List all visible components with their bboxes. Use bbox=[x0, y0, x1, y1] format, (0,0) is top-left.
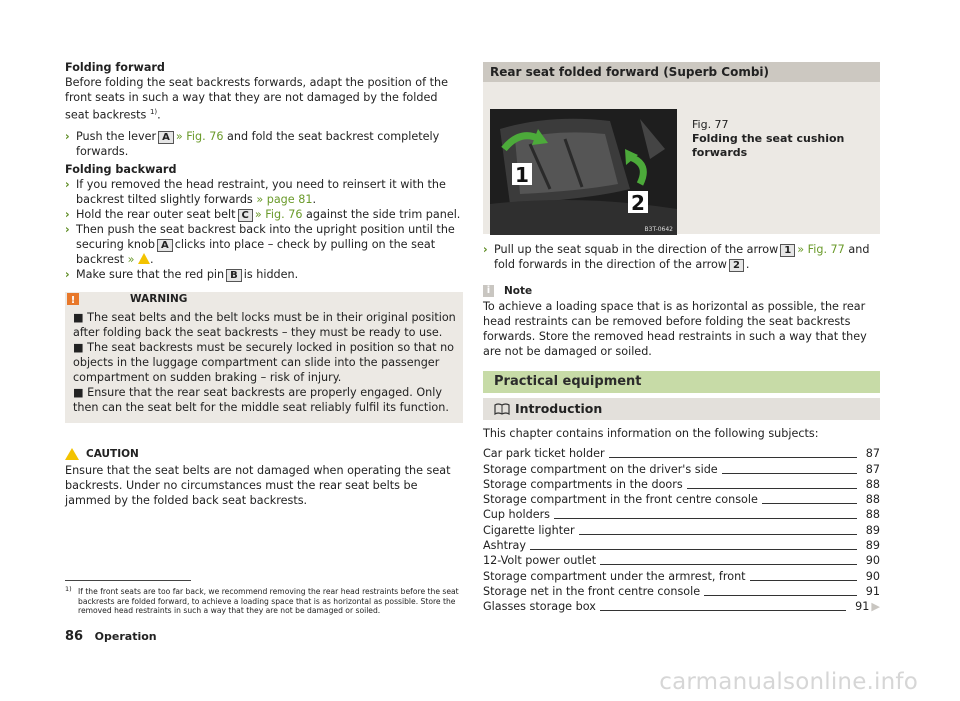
caution-icon bbox=[65, 448, 79, 460]
step-push-back: › Then push the seat backrest back into the upright position until the securing knob A clicks into place – check by pulling on the seat backrest » . bbox=[65, 222, 455, 266]
step-push-lever: › Push the lever A » Fig. 76 and fold the seat backrest completely forwards. bbox=[65, 129, 440, 158]
warning-item: ■ Ensure that the rear seat backrests are properly engaged. Only then can the seat belt for the middle seat reliably fulfil its function. bbox=[73, 385, 449, 414]
figure-label-2: 2 bbox=[631, 191, 645, 215]
key-a: A bbox=[157, 239, 173, 252]
page-81-link[interactable]: » page 81 bbox=[256, 192, 313, 206]
note-text: To achieve a loading space that is as horizontal as possible, the rear head restraints can be removed before folding the seat backrests forwards. Store the removed head restraints in such a way that they are not be damaged or soiled. bbox=[483, 300, 867, 358]
continue-arrow-icon: ▶ bbox=[871, 600, 880, 614]
step-arrow-icon: › bbox=[65, 177, 70, 191]
step-head-restraint: › If you removed the head restraint, you need to reinsert it with the backrest tilted slightly forwards » page 81. bbox=[65, 177, 446, 206]
toc-entry[interactable]: 12-Volt power outlet 90 bbox=[483, 554, 880, 568]
step-arrow-icon: › bbox=[65, 267, 70, 281]
key-c: C bbox=[238, 209, 253, 222]
folding-forward-title: Folding forward bbox=[65, 61, 165, 74]
toc-list bbox=[483, 446, 880, 614]
warning-body bbox=[70, 292, 463, 415]
key-a: A bbox=[158, 131, 174, 144]
caution-label: CAUTION bbox=[86, 447, 139, 460]
step-arrow-icon: › bbox=[65, 207, 70, 221]
page-number: 86 bbox=[65, 629, 84, 644]
warning-label: WARNING bbox=[130, 292, 188, 305]
info-icon: i bbox=[483, 285, 494, 297]
caution-text: Ensure that the seat belts are not damaged when operating the seat backrests. Under no circumstances must the rear seat belts be jammed by the folded back seat backrests. bbox=[65, 463, 451, 507]
note-label: Note bbox=[504, 285, 533, 297]
footer-section: Operation bbox=[94, 630, 157, 643]
caution-icon bbox=[138, 253, 150, 264]
toc-entry[interactable]: Storage compartment on the driver's side 87 bbox=[483, 462, 880, 476]
toc-entry[interactable]: Ashtray 89 bbox=[483, 539, 880, 553]
fig-77-link[interactable]: » Fig. 77 bbox=[797, 243, 845, 256]
book-icon bbox=[494, 403, 510, 415]
step-arrow-icon: › bbox=[65, 129, 70, 143]
page-footer bbox=[65, 629, 157, 644]
note-header bbox=[483, 284, 880, 299]
caution-header bbox=[65, 447, 463, 463]
footnote-text: 1) If the front seats are too far back, we recommend removing the rear head restraints before the seat backrests are folded forward, to achieve a loading space that is as horizontal as possible. Store the removed head restraints in such a way that they are not be damaged or soiled. bbox=[65, 585, 459, 615]
toc-entry[interactable]: Storage compartment under the armrest, front 90 bbox=[483, 569, 880, 583]
figure-code: B3T-0642 bbox=[644, 226, 673, 233]
section-title: Practical equipment bbox=[483, 371, 880, 393]
seat-illustration bbox=[490, 109, 677, 235]
intro-text: This chapter contains information on the following subjects: bbox=[483, 427, 819, 440]
figure-label-1: 1 bbox=[515, 163, 529, 187]
warning-item: ■ The seat backrests must be securely locked in position so that no objects in the luggage compartment can slide into the passenger compartment on sudden braking – risk of injury. bbox=[73, 340, 455, 384]
folding-backward-title: Folding backward bbox=[65, 162, 177, 176]
svg-text:!: ! bbox=[70, 294, 76, 305]
warning-item: ■ The seat belts and the belt locks must be in their original position after folding back the seat backrests – they must be ready to use. bbox=[73, 310, 456, 339]
folding-forward-text: Before folding the seat backrests forwards, adapt the position of the front seats in such a way that they are not damaged by the folded seat backrests $^{1)}$. bbox=[65, 76, 449, 122]
fig-76-link[interactable]: » Fig. 76 bbox=[175, 129, 224, 143]
warning-box bbox=[65, 292, 463, 423]
right-column bbox=[483, 62, 880, 614]
figure-box bbox=[483, 82, 880, 234]
warning-icon bbox=[67, 293, 79, 305]
caution-link[interactable]: » bbox=[127, 252, 135, 266]
seat-photo bbox=[490, 109, 677, 235]
key-1: 1 bbox=[780, 244, 795, 257]
toc-entry[interactable]: Cigarette lighter 89 bbox=[483, 523, 880, 537]
left-column bbox=[65, 60, 463, 508]
figure-caption-block bbox=[692, 118, 862, 160]
toc-entry[interactable]: Storage compartment in the front centre console 88 bbox=[483, 493, 880, 507]
footnote-ref[interactable]: 1) bbox=[149, 108, 158, 116]
figure-title: Rear seat folded forward (Superb Combi) bbox=[483, 62, 880, 82]
key-2: 2 bbox=[729, 259, 744, 272]
toc-entry[interactable]: Glasses storage box 91 ▶ bbox=[483, 600, 880, 614]
watermark: carmanualsonline.info bbox=[659, 669, 918, 695]
toc-entry[interactable]: Storage net in the front centre console 91 bbox=[483, 584, 880, 598]
step-hold-belt: › Hold the rear outer seat belt C » Fig. 76 against the side trim panel. bbox=[65, 207, 461, 221]
footnote bbox=[65, 580, 463, 616]
toc-entry[interactable]: Car park ticket holder 87 bbox=[483, 447, 880, 461]
footnote-mark: 1) bbox=[65, 585, 72, 593]
footnote-rule bbox=[65, 580, 191, 581]
step-pull-squab: › Pull up the seat squab in the direction of the arrow 1 » Fig. 77 and fold forwards in the direction of the arrow 2 . bbox=[483, 243, 870, 271]
figure-number: Fig. 77 bbox=[692, 118, 729, 131]
intro-header bbox=[483, 398, 880, 420]
step-red-pin: › Make sure that the red pin B is hidden. bbox=[65, 267, 299, 281]
toc-entry[interactable]: Cup holders 88 bbox=[483, 508, 880, 522]
figure-caption: Folding the seat cushion forwards bbox=[692, 132, 845, 159]
fig-76-link[interactable]: » Fig. 76 bbox=[254, 207, 303, 221]
toc-entry[interactable]: Storage compartments in the doors 88 bbox=[483, 477, 880, 491]
intro-title: Introduction bbox=[515, 401, 603, 416]
step-arrow-icon: › bbox=[483, 243, 488, 256]
key-b: B bbox=[226, 269, 242, 282]
step-arrow-icon: › bbox=[65, 222, 70, 236]
